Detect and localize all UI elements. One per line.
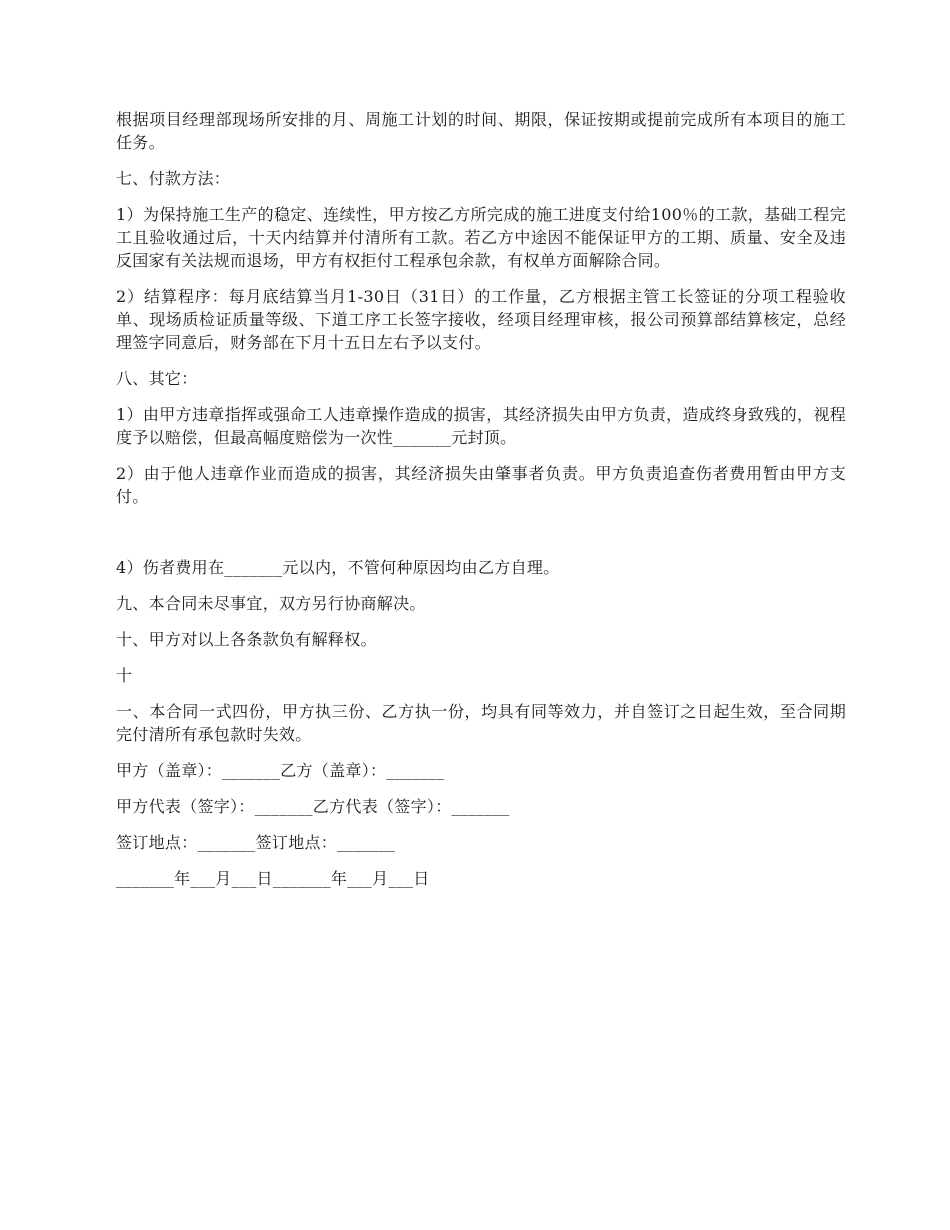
paragraph-other-2: 2）由于他人违章作业而造成的损害，其经济损失由肇事者负责。甲方负责追查伤者费用暂由甲方支付。 bbox=[116, 464, 846, 506]
paragraph-other-4: 4）伤者费用在_______元以内，不管何种原因均由乙方自理。 bbox=[116, 558, 560, 577]
signature-seal-line: 甲方（盖章）：_______乙方（盖章）：_______ bbox=[116, 761, 445, 780]
section-eleven-text: 一、本合同一式四份，甲方执三份、乙方执一份，均具有同等效力，并自签订之日起生效，至合同期完付清所有承包款时失效。 bbox=[116, 702, 846, 744]
section-ten: 十、甲方对以上各条款负有解释权。 bbox=[116, 630, 377, 649]
section-heading-payment: 七、付款方法： bbox=[116, 169, 231, 188]
blank-spacer bbox=[116, 521, 846, 556]
section-eleven-fragment: 十 bbox=[116, 666, 133, 685]
document-page bbox=[116, 108, 846, 903]
paragraph-other-1: 1）由甲方违章指挥或强命工人违章操作造成的损害，其经济损失由甲方负责，造成终身致残的，视程度予以赔偿，但最高幅度赔偿为一次性_______元封顶。 bbox=[116, 405, 846, 447]
signing-date-line: _______年___月___日_______年___月___日 bbox=[116, 869, 430, 888]
paragraph-payment-1: 1）为保持施工生产的稳定、连续性，甲方按乙方所完成的施工进度支付给100％的工款，基础工程完工且验收通过后，十天内结算并付清所有工款。若乙方中途因不能保证甲方的工期、质量、安全及违反国家有关法规而退场，甲方有权拒付工程承包余款，有权单方面解除合同。 bbox=[116, 205, 846, 270]
paragraph-payment-2: 2）结算程序：每月底结算当月1-30日（31日）的工作量，乙方根据主管工长签证的分项工程验收单、现场质检证质量等级、下道工序工长签字接收，经项目经理审核，报公司预算部结算核定，总经理签字同意后，财务部在下月十五日左右予以支付。 bbox=[116, 287, 846, 352]
signature-representative-line: 甲方代表（签字）：_______乙方代表（签字）：_______ bbox=[116, 797, 510, 816]
section-nine: 九、本合同未尽事宜，双方另行协商解决。 bbox=[116, 594, 426, 613]
paragraph-schedule: 根据项目经理部现场所安排的月、周施工计划的时间、期限，保证按期或提前完成所有本项目的施工任务。 bbox=[116, 110, 846, 152]
section-heading-other: 八、其它： bbox=[116, 369, 198, 388]
signing-location-line: 签订地点：_______签订地点：_______ bbox=[116, 833, 396, 852]
